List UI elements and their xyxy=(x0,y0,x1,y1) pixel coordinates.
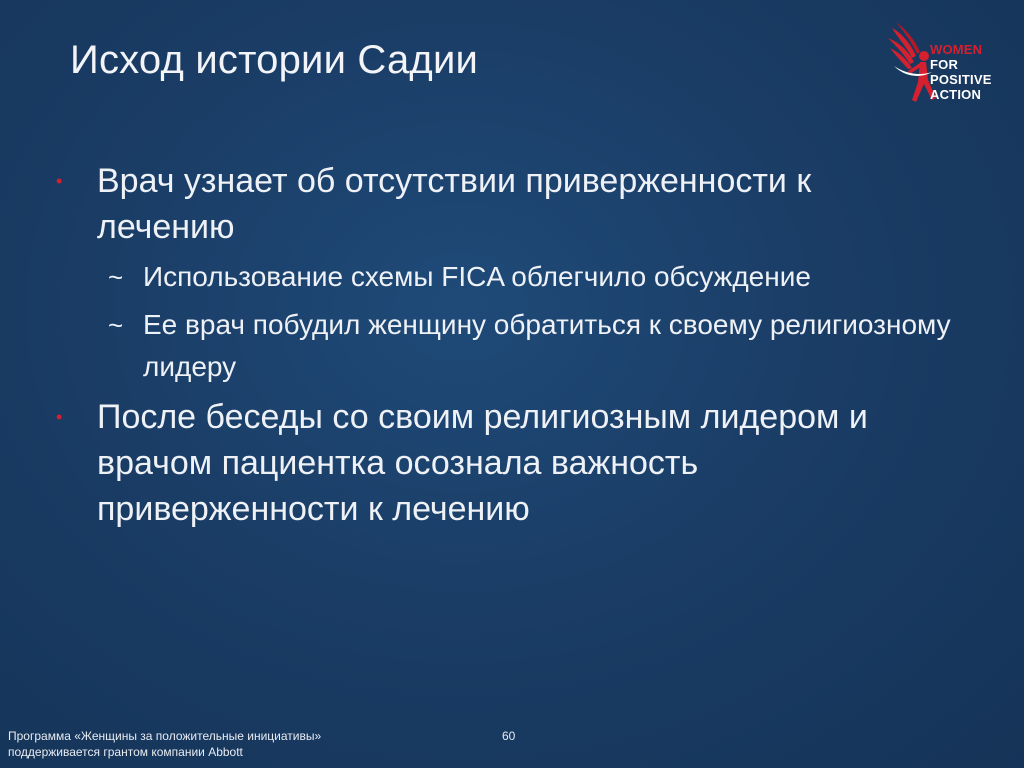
logo-text-line1: WOMEN xyxy=(930,42,983,57)
footer-sponsor-note xyxy=(8,728,321,760)
sub-bullet-marker: ~ xyxy=(108,310,124,340)
logo-text xyxy=(930,42,992,102)
bullet-text: Врач узнает об отсутствии приверженности к лечению xyxy=(97,162,812,246)
logo-text-line3: POSITIVE xyxy=(930,72,992,87)
women-for-positive-action-logo xyxy=(886,18,1016,118)
bullet-item xyxy=(56,158,956,250)
footer-line1: Программа «Женщины за положительные инициативы» xyxy=(8,729,322,743)
page-number: 60 xyxy=(502,729,516,743)
sub-bullet-text: Использование схемы FICA облегчило обсуждение xyxy=(143,261,811,292)
logo-text-line2: FOR xyxy=(930,57,959,72)
bullet-marker: • xyxy=(56,171,63,191)
sub-bullet-marker: ~ xyxy=(108,262,124,292)
bullet-marker: • xyxy=(56,407,63,427)
slide-title: Исход истории Садии xyxy=(70,38,479,82)
sub-bullet-item xyxy=(56,304,956,388)
bullet-item xyxy=(56,394,956,532)
logo-text-line4: ACTION xyxy=(930,87,982,102)
bullet-text: После беседы со своим религиозным лидером и врачом пациентка осознала важность приверженности к лечению xyxy=(97,398,868,528)
sub-bullet-text: Ее врач побудил женщину обратиться к своему религиозному лидеру xyxy=(143,309,951,382)
sub-bullet-item xyxy=(56,256,956,298)
bullet-list xyxy=(56,158,956,538)
footer-line2: поддерживается грантом компании Abbott xyxy=(8,745,243,759)
